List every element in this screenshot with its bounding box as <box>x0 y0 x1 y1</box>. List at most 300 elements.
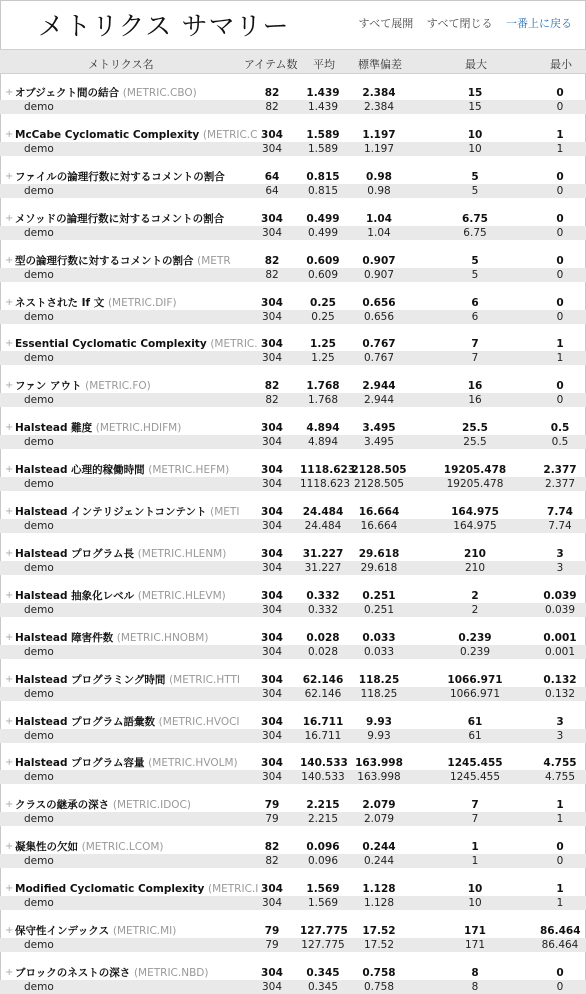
metric-name: クラスの継承の深さ <box>15 799 110 811</box>
metric-max-cell: 0.239 <box>458 632 492 644</box>
metric-row[interactable] <box>0 379 586 393</box>
metric-name: 保守性インデックス <box>15 925 110 937</box>
subrow-name: demo <box>24 143 54 155</box>
metric-min-cell: 0 <box>556 255 564 267</box>
metric-max-cell: 7 <box>471 338 479 350</box>
metric-group <box>0 838 586 868</box>
metric-code: (METRIC.FO) <box>85 380 151 392</box>
subrow-items-cell: 304 <box>261 311 283 323</box>
subrow-name: demo <box>24 520 54 532</box>
metric-name: 型の論理行数に対するコメントの割合 <box>15 255 194 267</box>
subrow-max-cell: 1066.971 <box>449 688 501 700</box>
metric-items-cell: 82 <box>264 841 280 853</box>
metric-avg-cell: 0.815 <box>306 171 340 183</box>
subrow-name: demo <box>24 352 54 364</box>
subrow-std-cell: 2128.505 <box>353 478 405 490</box>
metric-max-cell: 171 <box>464 925 486 937</box>
col-header-min: 最小 <box>550 58 572 71</box>
subrow-items-cell: 304 <box>261 897 283 909</box>
metric-subrow <box>0 100 586 114</box>
metric-items-cell: 304 <box>261 422 283 434</box>
expand-toggle-icon[interactable]: + <box>5 925 14 936</box>
subrow-name: demo <box>24 311 54 323</box>
col-header-name: メトリクス名 <box>88 58 154 71</box>
expand-toggle-icon[interactable]: + <box>5 841 14 852</box>
metric-group <box>0 671 586 701</box>
page-header <box>0 0 586 46</box>
header-links <box>348 15 572 31</box>
metric-group <box>0 796 586 826</box>
expand-toggle-icon[interactable]: + <box>5 674 14 685</box>
metric-name: Halstead 障害件数 <box>15 632 114 644</box>
metric-name-cell <box>15 589 235 603</box>
subrow-name: demo <box>24 101 54 113</box>
metric-row[interactable] <box>0 421 586 435</box>
metric-avg-cell: 140.533 <box>300 757 348 769</box>
subrow-std-cell: 0.767 <box>363 352 395 364</box>
subrow-max-cell: 19205.478 <box>446 478 504 490</box>
metric-subrow <box>0 351 586 365</box>
metric-name-cell <box>15 86 235 100</box>
metric-avg-cell: 4.894 <box>306 422 340 434</box>
subrow-min-cell: 1 <box>556 143 564 155</box>
metric-max-cell: 25.5 <box>462 422 488 434</box>
subrow-avg-cell: 1.569 <box>307 897 339 909</box>
metric-subrow <box>0 854 586 868</box>
subrow-min-cell: 86.464 <box>541 939 579 951</box>
metric-name: オブジェクト間の結合 <box>15 87 120 99</box>
metric-group <box>0 210 586 240</box>
subrow-min-cell: 0 <box>556 185 564 197</box>
metric-name-cell <box>15 715 240 729</box>
metric-std-cell: 2.944 <box>362 380 396 392</box>
expand-toggle-icon[interactable]: + <box>5 213 14 224</box>
metric-name: ブロックのネストの深さ <box>15 967 131 979</box>
metric-avg-cell: 0.499 <box>306 213 340 225</box>
metric-items-cell: 304 <box>261 967 283 979</box>
subrow-name: demo <box>24 981 54 993</box>
subrow-max-cell: 171 <box>464 939 486 951</box>
metric-group <box>0 419 586 449</box>
metric-max-cell: 6 <box>471 297 479 309</box>
metric-subrow <box>0 980 586 994</box>
metric-name-cell <box>15 840 235 854</box>
subrow-avg-cell: 1.439 <box>307 101 339 113</box>
metric-items-cell: 304 <box>261 338 283 350</box>
metric-name-cell <box>15 170 235 184</box>
subrow-min-cell: 7.74 <box>548 520 572 532</box>
metric-name-cell <box>15 379 235 393</box>
metric-name-cell <box>15 924 235 938</box>
subrow-items-cell: 304 <box>261 227 283 239</box>
metric-items-cell: 82 <box>264 255 280 267</box>
metric-name: Halstead プログラミング時間 <box>15 674 166 686</box>
subrow-std-cell: 9.93 <box>367 730 391 742</box>
metric-subrow <box>0 729 586 743</box>
subrow-avg-cell: 62.146 <box>304 688 342 700</box>
subrow-std-cell: 0.033 <box>363 646 395 658</box>
expand-toggle-icon[interactable]: + <box>5 87 14 98</box>
metric-std-cell: 0.033 <box>362 632 396 644</box>
metric-max-cell: 19205.478 <box>443 464 507 476</box>
metric-group <box>0 377 586 407</box>
expand-toggle-icon[interactable]: + <box>5 129 14 140</box>
metric-row[interactable] <box>0 170 586 184</box>
metric-code: (METRIC.HNOBM) <box>116 632 209 644</box>
subrow-avg-cell: 0.028 <box>307 646 339 658</box>
metric-name: Halstead プログラム長 <box>15 548 135 560</box>
subrow-items-cell: 304 <box>261 771 283 783</box>
metric-group <box>0 335 586 365</box>
metric-subrow <box>0 310 586 324</box>
metric-max-cell: 5 <box>471 255 479 267</box>
metric-subrow <box>0 896 586 910</box>
metric-items-cell: 304 <box>261 297 283 309</box>
expand-toggle-icon[interactable]: + <box>5 883 14 894</box>
subrow-avg-cell: 0.096 <box>307 855 339 867</box>
metric-code: (METRIC.IDOC) <box>112 799 191 811</box>
subrow-min-cell: 1 <box>556 352 564 364</box>
subrow-std-cell: 2.079 <box>363 813 395 825</box>
subrow-items-cell: 304 <box>261 730 283 742</box>
metric-name-cell <box>15 798 235 812</box>
subrow-std-cell: 1.04 <box>367 227 391 239</box>
subrow-max-cell: 1 <box>471 855 479 867</box>
subrow-avg-cell: 0.25 <box>311 311 335 323</box>
metric-row[interactable] <box>0 547 586 561</box>
metric-row[interactable] <box>0 212 586 226</box>
metric-group <box>0 880 586 910</box>
metric-avg-cell: 1118.623 <box>300 464 356 476</box>
subrow-std-cell: 1.128 <box>363 897 395 909</box>
expand-toggle-icon[interactable]: + <box>5 171 14 182</box>
metric-name: Essential Cyclomatic Complexity <box>15 338 207 350</box>
subrow-max-cell: 8 <box>471 981 479 993</box>
metric-min-cell: 0.5 <box>550 422 570 434</box>
subrow-name: demo <box>24 478 54 490</box>
metric-subrow <box>0 184 586 198</box>
subrow-max-cell: 25.5 <box>463 436 487 448</box>
subrow-std-cell: 163.998 <box>357 771 401 783</box>
metric-row[interactable] <box>0 924 586 938</box>
subrow-min-cell: 0 <box>556 981 564 993</box>
subrow-name: demo <box>24 897 54 909</box>
subrow-std-cell: 0.251 <box>363 604 395 616</box>
subrow-std-cell: 118.25 <box>360 688 398 700</box>
metric-items-cell: 304 <box>261 716 283 728</box>
metric-group <box>0 252 586 282</box>
metric-avg-cell: 0.028 <box>306 632 340 644</box>
subrow-items-cell: 304 <box>261 352 283 364</box>
metric-avg-cell: 31.227 <box>302 548 344 560</box>
subrow-min-cell: 3 <box>556 730 564 742</box>
metric-items-cell: 304 <box>261 590 283 602</box>
metric-subrow <box>0 226 586 240</box>
metric-avg-cell: 0.345 <box>306 967 340 979</box>
metric-row[interactable] <box>0 86 586 100</box>
metric-name-cell <box>15 756 238 770</box>
metric-min-cell: 1 <box>556 129 564 141</box>
metric-name-cell <box>15 337 258 351</box>
metric-items-cell: 82 <box>264 87 280 99</box>
metric-row[interactable] <box>0 715 586 729</box>
expand-toggle-icon[interactable]: + <box>5 757 14 768</box>
subrow-items-cell: 304 <box>261 604 283 616</box>
metric-row[interactable] <box>0 505 586 519</box>
metric-subrow <box>0 435 586 449</box>
expand-toggle-icon[interactable]: + <box>5 548 14 559</box>
metric-avg-cell: 16.711 <box>302 716 344 728</box>
metric-std-cell: 0.251 <box>362 590 396 602</box>
subrow-min-cell: 0 <box>556 269 564 281</box>
subrow-name: demo <box>24 688 54 700</box>
metric-code: (METRIC.HVOLM) <box>148 757 238 769</box>
metric-subrow <box>0 687 586 701</box>
metric-subrow <box>0 603 586 617</box>
page-title: メトリクス サマリー <box>38 12 290 42</box>
metric-name-cell <box>15 505 240 519</box>
metric-name: Halstead プログラム容量 <box>15 757 145 769</box>
metric-row[interactable] <box>0 631 586 645</box>
metric-row[interactable] <box>0 798 586 812</box>
expand-toggle-icon[interactable]: + <box>5 632 14 643</box>
subrow-items-cell: 82 <box>265 101 279 113</box>
metric-code: (METRIC.MI) <box>112 925 177 937</box>
expand-toggle-icon[interactable]: + <box>5 297 14 308</box>
subrow-max-cell: 61 <box>468 730 482 742</box>
metric-row[interactable] <box>0 882 586 896</box>
subrow-std-cell: 1.197 <box>363 143 395 155</box>
metric-std-cell: 1.128 <box>362 883 396 895</box>
metric-min-cell: 3 <box>556 716 564 728</box>
metric-std-cell: 118.25 <box>358 674 400 686</box>
subrow-name: demo <box>24 939 54 951</box>
subrow-name: demo <box>24 185 54 197</box>
subrow-items-cell: 79 <box>265 939 279 951</box>
expand-toggle-icon[interactable]: + <box>5 464 14 475</box>
subrow-std-cell: 17.52 <box>363 939 395 951</box>
metric-row[interactable] <box>0 673 586 687</box>
subrow-name: demo <box>24 730 54 742</box>
expand-toggle-icon[interactable]: + <box>5 799 14 810</box>
subrow-name: demo <box>24 562 54 574</box>
metric-items-cell: 304 <box>261 757 283 769</box>
metric-avg-cell: 1.768 <box>306 380 340 392</box>
metric-std-cell: 0.656 <box>362 297 396 309</box>
subrow-items-cell: 82 <box>265 394 279 406</box>
metric-name-cell <box>15 673 240 687</box>
metric-max-cell: 15 <box>467 87 483 99</box>
subrow-min-cell: 0 <box>556 101 564 113</box>
subrow-max-cell: 7 <box>471 813 479 825</box>
subrow-name: demo <box>24 394 54 406</box>
metric-min-cell: 1 <box>556 883 564 895</box>
metric-name: ファン アウト <box>15 380 82 392</box>
metric-code: (METRIC.HDIFM) <box>95 422 182 434</box>
metric-group <box>0 126 586 156</box>
metric-std-cell: 0.767 <box>362 338 396 350</box>
metric-items-cell: 304 <box>261 506 283 518</box>
subrow-min-cell: 0 <box>556 311 564 323</box>
metric-group <box>0 629 586 659</box>
subrow-avg-cell: 1.589 <box>307 143 339 155</box>
metric-min-cell: 0 <box>556 297 564 309</box>
subrow-items-cell: 304 <box>261 143 283 155</box>
metric-items-cell: 304 <box>261 883 283 895</box>
metric-min-cell: 0 <box>556 213 564 225</box>
metric-name: Halstead 心理的稼働時間 <box>15 464 145 476</box>
metric-subrow <box>0 477 586 491</box>
subrow-max-cell: 1245.455 <box>449 771 501 783</box>
metric-subrow <box>0 142 586 156</box>
metric-min-cell: 2.377 <box>543 464 577 476</box>
metric-name-cell <box>15 882 259 896</box>
metric-row[interactable] <box>0 337 586 351</box>
metric-avg-cell: 1.589 <box>306 129 340 141</box>
subrow-avg-cell: 0.609 <box>307 269 339 281</box>
expand-toggle-icon[interactable]: + <box>5 380 14 391</box>
subrow-items-cell: 304 <box>261 688 283 700</box>
expand-toggle-icon[interactable]: + <box>5 422 14 433</box>
metric-row[interactable] <box>0 128 586 142</box>
subrow-items-cell: 304 <box>261 436 283 448</box>
subrow-avg-cell: 4.894 <box>307 436 339 448</box>
metric-group <box>0 503 586 533</box>
expand-toggle-icon[interactable]: + <box>5 506 14 517</box>
subrow-avg-cell: 0.499 <box>307 227 339 239</box>
subrow-avg-cell: 140.533 <box>301 771 345 783</box>
metric-code: (METRIC.DIF) <box>107 297 177 309</box>
metric-row[interactable] <box>0 840 586 854</box>
metric-avg-cell: 24.484 <box>302 506 344 518</box>
metric-max-cell: 6.75 <box>462 213 488 225</box>
subrow-max-cell: 16 <box>468 394 482 406</box>
subrow-avg-cell: 1.25 <box>311 352 335 364</box>
metric-max-cell: 164.975 <box>451 506 499 518</box>
metric-avg-cell: 1.569 <box>306 883 340 895</box>
subrow-min-cell: 0.001 <box>544 646 576 658</box>
metric-row[interactable] <box>0 254 586 268</box>
metric-row[interactable] <box>0 463 586 477</box>
metric-min-cell: 0.132 <box>543 674 577 686</box>
metric-items-cell: 79 <box>264 799 280 811</box>
metric-max-cell: 1066.971 <box>447 674 503 686</box>
metric-std-cell: 9.93 <box>366 716 392 728</box>
subrow-max-cell: 15 <box>468 101 482 113</box>
metric-max-cell: 1 <box>471 841 479 853</box>
metric-subrow <box>0 770 586 784</box>
metric-row[interactable] <box>0 966 586 980</box>
metric-avg-cell: 0.332 <box>306 590 340 602</box>
metric-avg-cell: 0.25 <box>310 297 336 309</box>
metric-std-cell: 163.998 <box>355 757 403 769</box>
metric-max-cell: 5 <box>471 171 479 183</box>
subrow-avg-cell: 31.227 <box>304 562 342 574</box>
metric-group <box>0 964 586 994</box>
subrow-std-cell: 0.98 <box>367 185 391 197</box>
subrow-avg-cell: 0.345 <box>307 981 339 993</box>
metric-name: Modified Cyclomatic Complexity <box>15 883 205 895</box>
metric-items-cell: 304 <box>261 632 283 644</box>
metric-name: 凝集性の欠如 <box>15 841 78 853</box>
metric-max-cell: 1245.455 <box>447 757 503 769</box>
table-header <box>0 49 586 74</box>
metric-subrow <box>0 393 586 407</box>
metric-items-cell: 304 <box>261 674 283 686</box>
subrow-items-cell: 64 <box>265 185 279 197</box>
metric-std-cell: 2128.505 <box>351 464 407 476</box>
metric-items-cell: 304 <box>261 129 283 141</box>
metric-name-cell <box>15 463 235 477</box>
metric-min-cell: 0.039 <box>543 590 577 602</box>
subrow-name: demo <box>24 269 54 281</box>
subrow-min-cell: 1 <box>556 813 564 825</box>
metric-max-cell: 210 <box>464 548 486 560</box>
expand-toggle-icon[interactable]: + <box>5 967 14 978</box>
subrow-min-cell: 0.5 <box>551 436 569 448</box>
metric-name-cell <box>15 631 235 645</box>
metric-name: ファイルの論理行数に対するコメントの割合 <box>15 171 225 183</box>
metric-avg-cell: 1.25 <box>310 338 336 350</box>
metric-avg-cell: 127.775 <box>300 925 348 937</box>
expand-all-link[interactable]: すべて展開 <box>358 17 414 30</box>
metric-code: (METRIC. <box>210 338 258 350</box>
metric-group <box>0 922 586 952</box>
subrow-std-cell: 29.618 <box>360 562 398 574</box>
metric-name-cell <box>15 128 258 142</box>
back-to-top-link[interactable]: 一番上に戻る <box>506 17 572 30</box>
metric-min-cell: 4.755 <box>543 757 577 769</box>
metric-min-cell: 3 <box>556 548 564 560</box>
subrow-items-cell: 304 <box>261 520 283 532</box>
subrow-std-cell: 0.244 <box>363 855 395 867</box>
metric-items-cell: 64 <box>264 171 280 183</box>
metric-std-cell: 0.758 <box>362 967 396 979</box>
metric-subrow <box>0 645 586 659</box>
metric-subrow <box>0 812 586 826</box>
subrow-max-cell: 6.75 <box>463 227 487 239</box>
expand-toggle-icon[interactable]: + <box>5 338 14 349</box>
metric-items-cell: 304 <box>261 213 283 225</box>
subrow-std-cell: 3.495 <box>363 436 395 448</box>
metric-row[interactable] <box>0 756 586 770</box>
subrow-max-cell: 7 <box>471 352 479 364</box>
metric-avg-cell: 2.215 <box>306 799 340 811</box>
metric-max-cell: 7 <box>471 799 479 811</box>
metric-row[interactable] <box>0 589 586 603</box>
subrow-max-cell: 6 <box>471 311 479 323</box>
subrow-avg-cell: 2.215 <box>307 813 339 825</box>
metric-group <box>0 168 586 198</box>
subrow-avg-cell: 1118.623 <box>300 478 351 490</box>
metric-min-cell: 0.001 <box>543 632 577 644</box>
subrow-std-cell: 2.384 <box>363 101 395 113</box>
col-header-avg: 平均 <box>313 58 335 71</box>
metric-name: ネストされた If 文 <box>15 297 105 309</box>
metric-std-cell: 1.197 <box>362 129 396 141</box>
collapse-all-link[interactable]: すべて閉じる <box>426 17 493 30</box>
metric-code: (METRIC.HEFM) <box>148 464 230 476</box>
expand-toggle-icon[interactable]: + <box>5 255 14 266</box>
metric-group <box>0 713 586 743</box>
expand-toggle-icon[interactable]: + <box>5 590 14 601</box>
metric-name: Halstead 抽象化レベル <box>15 590 135 602</box>
metric-max-cell: 16 <box>467 380 483 392</box>
metric-std-cell: 0.244 <box>362 841 396 853</box>
subrow-items-cell: 304 <box>261 478 283 490</box>
expand-toggle-icon[interactable]: + <box>5 716 14 727</box>
metric-row[interactable] <box>0 296 586 310</box>
